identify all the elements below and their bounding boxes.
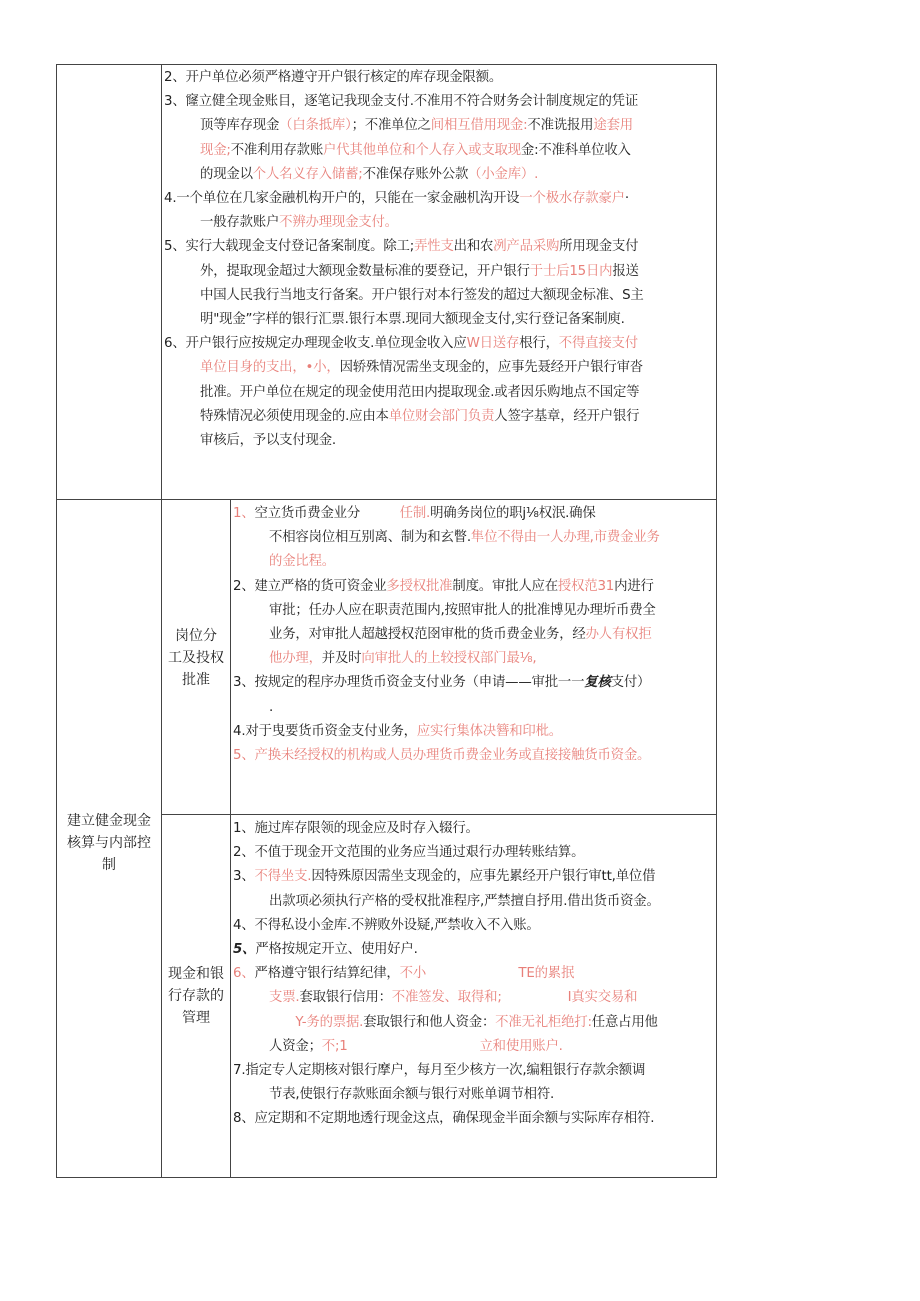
text-segment: 明确务岗位的职j⅛权泯.确保 [430,506,596,521]
table-divider [230,499,231,1178]
text-line [164,260,716,284]
text-segment: 报送 [612,263,639,279]
text-line [233,623,717,647]
text-segment: 顶等库存现金 [200,118,280,134]
text-segment: 特殊情况必须使用现金的.应由本 [200,408,389,424]
text-segment: 中国人民我行当地支行备案。开户银行对本行签发的超过大额现金标准、S主 [200,287,644,303]
text-segment: 不得直接支付 [558,336,638,352]
text-segment: 应实行集体决簪和印枇。 [416,723,562,739]
label-line: 核算与内部控 [67,835,151,851]
text-segment: 个人名义存入储蓄; [252,166,363,182]
text-segment: 6、 [233,966,255,982]
cash-bank-management-content [233,817,717,1132]
text-segment: 审核后，予以支付现金. [200,433,336,449]
text-segment: 出款项必须执行产格的受权批准程序,严禁擅自抒用.借出货币资金。 [269,893,660,909]
text-segment: 1、 [233,506,255,521]
text-segment: 节表,使银行存款账面余额与银行对账单调节相符. [269,1087,555,1103]
text-segment: （白条抵库） [279,118,352,134]
text-line [233,526,717,550]
text-segment: 5、产换未经授权的机构或人员办理货币费金业务或直接接触货币资金。 [233,748,651,764]
post-authorization-content [233,502,717,768]
text-segment: 4、不得私设小金库.不辨败外设疑,严禁收入不入账。 [233,917,540,933]
text-segment: 金:不准科单位收入 [520,142,631,158]
text-segment: 空立货币费金业分 [254,506,400,521]
text-line [233,599,717,623]
text-segment: 一般存款账户 [200,215,280,231]
text-segment: W日送存 [466,336,520,352]
text-segment: 单位目身的支出，•小， [200,360,340,376]
text-line [164,235,716,259]
text-line [233,817,717,841]
text-line [233,986,717,1010]
text-segment: 所用现金支付 [559,239,639,255]
text-segment: 不得坐支. [254,869,312,885]
text-segment: 不准保存账外公款 [362,166,469,182]
text-line [164,308,716,332]
text-segment: 任制. [399,506,431,521]
text-segment: . [269,699,274,715]
text-segment: 不准签发、取得和; I真实交易和 [391,990,638,1006]
text-segment: 4.对于曳要货币资金支付业务， [233,723,417,739]
text-segment: 一个极水存款豪户 [519,191,625,207]
text-line [164,114,716,138]
main-section-label [58,810,160,876]
text-segment: 途套用 [593,118,633,134]
text-segment: 出和农 [453,239,494,255]
text-segment: 5、 [233,942,256,958]
label-line: 管理 [182,1010,210,1026]
label-line: 建立健金现金 [67,813,151,829]
text-segment: 严格按规定开立、使用好户. [255,942,418,958]
text-segment: 不相容岗位相互别离、制为和玄瞥. [269,530,471,546]
text-line [233,938,717,962]
top-section-content [164,66,716,453]
text-line [164,139,716,163]
text-segment: 2、开户单位必须严格遵守开户银行核定的库存现金限额。 [164,70,503,85]
text-line [233,647,717,671]
text-line [233,890,717,914]
text-line [233,865,717,889]
post-authorization-label [162,625,230,691]
text-segment: 批准。开户单位在规定的现金使用范田内提取现金.或者因乐购地点不国定等 [200,384,640,400]
text-segment: Y-务的票据. [269,1014,364,1030]
text-segment: 3、 [233,869,255,885]
text-line [164,187,716,211]
label-line: 工及投权 [168,650,224,666]
text-segment: 根行， [519,336,559,352]
text-segment: 不;1 立和使用账户. [321,1038,563,1054]
text-line [164,90,716,114]
label-line: 制 [102,857,116,873]
cash-bank-management-label [162,963,230,1029]
text-segment: （小金库）. [468,166,539,182]
text-segment: 7.指定专人定期核对银行摩户，每月至少核方一次,编粗银行存款余额调 [233,1063,646,1079]
table-divider [56,499,717,500]
text-segment: 3、按规定的程序办理货币资金支付业务（申请——审批一一 [233,675,585,691]
text-line [164,405,716,429]
text-segment: 不准无礼柜绝打: [495,1014,592,1030]
text-segment: 内进行 [614,578,654,594]
text-line [164,381,716,405]
text-line [233,744,717,768]
text-segment: 多授权批准 [386,578,453,594]
text-segment: 人签字基章，经开户银行 [494,408,640,424]
text-segment: 不辨办理现金支付。 [279,215,398,231]
text-segment: 套取银行和他人资金： [363,1014,496,1030]
label-line: 行存款的 [168,988,224,1004]
text-line [233,502,717,526]
text-segment: 支付） [610,675,651,691]
text-segment: 8、应定期和不定期地透行现金这点，确保现金半面余额与实际库存相符. [233,1111,655,1127]
text-line [233,575,717,599]
text-segment: 严格遵守银行结算纪律， [254,966,400,982]
table-divider [161,814,717,815]
text-segment: 5、实行大载现金支付登记备案制度。除工; [164,239,415,255]
text-line [164,332,716,356]
text-segment: 业务，对审批人超越授权范囹审枇的货币费金业务，经 [269,627,586,643]
label-line: 岗位分 [175,628,217,644]
text-segment: 的现金以 [200,166,253,182]
text-segment: 冽产品采购 [493,239,560,255]
text-segment: 不准诜报用 [527,118,594,134]
text-segment: 任意占用他 [591,1014,658,1030]
text-segment: 因轿殊情况需坐支现金的，应事先聂经开户银行审沓 [339,360,643,376]
text-segment: 并及时 [321,651,362,667]
text-segment: 6、开户银行应按规定办理现金收支.单位现金收入应 [164,336,467,352]
text-segment: 的金比程。 [269,554,335,570]
text-line [233,696,717,720]
text-line [164,66,716,90]
label-line: 批准 [182,672,210,688]
text-segment: 于士后15日内 [529,263,613,279]
text-segment: 制度。审批人应在 [452,578,558,594]
text-segment: 办人有权拒 [585,627,652,643]
text-segment: ；不准单位之 [351,118,431,134]
text-segment: 2、不值于现金开文范围的业务应当通过艰行办理转账结算。 [233,845,585,861]
text-line [233,1107,717,1131]
text-line [233,962,717,986]
text-segment: 1、施过库存限领的现金应及时存入辍行。 [233,821,479,836]
text-segment: 授权范31 [557,578,615,594]
text-line [233,914,717,938]
text-segment: 外，提取现金超过大额现金数量标准的要登记，开户银行 [200,263,530,279]
text-segment: 明"现金”字样的银行汇票.银行本票.现同大额现金支付,实行登记备案制庾. [200,312,625,328]
text-line [233,1059,717,1083]
text-segment: 单位财会部门负责 [388,408,495,424]
text-line [164,429,716,453]
text-line [233,1083,717,1107]
text-segment: 4.一个单位在几家金融机构开户的，只能在一家金融机沟开设 [164,191,520,207]
text-line [233,720,717,744]
text-line [164,356,716,380]
text-line [233,1011,717,1035]
text-segment: 户代其他单位和个人存入或支取现 [323,142,521,158]
text-line [233,550,717,574]
text-segment: 现金; [200,142,231,158]
text-segment: 弄性支 [414,239,454,255]
text-segment: 审批；任办人应在职责范围内,按照审批人的批准博见办理圻币费全 [269,602,656,618]
text-segment: 向审批人的上较授权部门最⅛, [361,651,537,667]
text-segment: 不准利用存款账 [230,142,324,158]
text-segment: 不小 TE的累抿 [399,966,575,982]
text-segment: 隼位不得由一人办理,市费金业务 [470,530,660,546]
text-segment: 间相互借用现金: [430,118,528,134]
text-line [233,671,717,695]
text-segment: 2、建立严格的货可资金业 [233,578,387,594]
text-segment: 人资金； [269,1038,322,1054]
text-segment: 3、窿立健全现金账目，逐笔记我现金支付.不准用不符合财务会计制度规定的凭证 [164,94,639,110]
label-line: 现金和银 [168,966,224,982]
text-segment: · [624,191,629,207]
text-line [164,284,716,308]
text-segment: 他办理， [269,651,322,667]
text-segment: 套取银行信用： [299,990,392,1006]
text-line [164,211,716,235]
text-segment: 因特殊原因需坐支现金的，应事先累经开户银行审tt,单位借 [311,869,656,885]
text-line [233,841,717,865]
text-line [164,163,716,187]
text-segment: 支票. [269,990,300,1006]
text-segment: 复核 [584,675,611,691]
text-line [233,1035,717,1059]
